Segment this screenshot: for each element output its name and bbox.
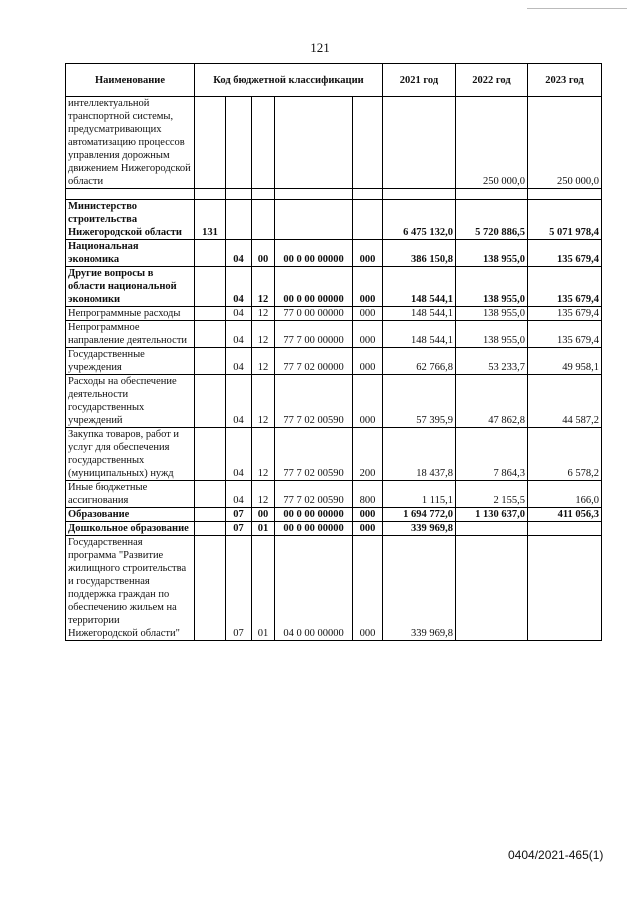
- row-name: Непрограммное направление деятельности: [66, 321, 195, 348]
- row-code-target: 77 0 00 00000: [275, 307, 353, 321]
- row-name: Государственные учреждения: [66, 348, 195, 375]
- row-code-subsection: 12: [252, 481, 275, 508]
- table-row: [66, 481, 602, 508]
- row-code-expense-type: 000: [353, 375, 383, 428]
- row-code-ministry: [195, 428, 226, 481]
- table-row: [66, 240, 602, 267]
- row-code-subsection: 12: [252, 267, 275, 307]
- row-value-2021: 6 475 132,0: [383, 200, 456, 240]
- table-row: [66, 200, 602, 240]
- row-code-section: 07: [226, 522, 252, 536]
- row-code-section: 04: [226, 428, 252, 481]
- table-row: [66, 428, 602, 481]
- row-code-section: 04: [226, 267, 252, 307]
- row-code-ministry: [195, 307, 226, 321]
- row-code-target: 77 7 00 00000: [275, 321, 353, 348]
- row-value-2022: 47 862,8: [456, 375, 528, 428]
- row-code-expense-type: 000: [353, 321, 383, 348]
- row-code-target: [275, 200, 353, 240]
- row-value-2023: [528, 522, 602, 536]
- row-value-2023: 135 679,4: [528, 240, 602, 267]
- row-code-subsection: 12: [252, 348, 275, 375]
- row-name: Другие вопросы в области национальной экономики: [66, 267, 195, 307]
- row-name: Государственная программа "Развитие жилищного строительства и государственная поддержка граждан по обеспечению жильем на территории Нижегородской области": [66, 536, 195, 641]
- table-row: [66, 97, 602, 189]
- row-name: Иные бюджетные ассигнования: [66, 481, 195, 508]
- row-code-section: 04: [226, 481, 252, 508]
- row-value-2023: 135 679,4: [528, 307, 602, 321]
- table-row: [66, 267, 602, 307]
- header-code: Код бюджетной классификации: [195, 64, 383, 97]
- row-code-expense-type: [353, 97, 383, 189]
- row-name: Дошкольное образование: [66, 522, 195, 536]
- row-value-2022: 138 955,0: [456, 240, 528, 267]
- row-value-2023: 166,0: [528, 481, 602, 508]
- table-row: [66, 375, 602, 428]
- row-value-2022: 138 955,0: [456, 267, 528, 307]
- row-code-section: [226, 97, 252, 189]
- budget-table: [65, 63, 602, 641]
- row-value-2022: 138 955,0: [456, 321, 528, 348]
- row-code-expense-type: 000: [353, 307, 383, 321]
- row-name: интеллектуальной транспортной системы, предусматривающих автоматизацию процессов управления дорожным движением Нижегородской области: [66, 97, 195, 189]
- row-value-2022: [456, 536, 528, 641]
- row-code-expense-type: 000: [353, 536, 383, 641]
- row-value-2021: 148 544,1: [383, 307, 456, 321]
- row-value-2021: 339 969,8: [383, 522, 456, 536]
- row-name: Закупка товаров, работ и услуг для обеспечения государственных (муниципальных) нужд: [66, 428, 195, 481]
- row-code-subsection: 00: [252, 240, 275, 267]
- row-code-ministry: [195, 97, 226, 189]
- row-value-2023: 6 578,2: [528, 428, 602, 481]
- row-code-subsection: [252, 200, 275, 240]
- row-code-ministry: [195, 508, 226, 522]
- row-code-ministry: [195, 536, 226, 641]
- row-code-expense-type: 000: [353, 522, 383, 536]
- table-row: [66, 536, 602, 641]
- row-value-2021: 18 437,8: [383, 428, 456, 481]
- row-value-2023: 49 958,1: [528, 348, 602, 375]
- row-code-section: 04: [226, 375, 252, 428]
- row-value-2021: 1 694 772,0: [383, 508, 456, 522]
- row-value-2022: 7 864,3: [456, 428, 528, 481]
- row-value-2021: 339 969,8: [383, 536, 456, 641]
- row-code-expense-type: 000: [353, 240, 383, 267]
- row-value-2023: [528, 536, 602, 641]
- row-code-expense-type: 200: [353, 428, 383, 481]
- row-code-ministry: [195, 522, 226, 536]
- row-code-target: 77 7 02 00000: [275, 348, 353, 375]
- header-2021: 2021 год: [383, 64, 456, 97]
- top-rule: [527, 8, 627, 9]
- row-code-subsection: 12: [252, 428, 275, 481]
- row-value-2022: [456, 522, 528, 536]
- row-code-target: 00 0 00 00000: [275, 522, 353, 536]
- table-row: [66, 348, 602, 375]
- row-value-2023: 5 071 978,4: [528, 200, 602, 240]
- row-code-ministry: [195, 321, 226, 348]
- row-value-2022: 138 955,0: [456, 307, 528, 321]
- row-code-target: 77 7 02 00590: [275, 481, 353, 508]
- row-value-2023: 250 000,0: [528, 97, 602, 189]
- row-name: Расходы на обеспечение деятельности государственных учреждений: [66, 375, 195, 428]
- row-code-target: 00 0 00 00000: [275, 267, 353, 307]
- row-code-section: [226, 200, 252, 240]
- row-value-2022: 2 155,5: [456, 481, 528, 508]
- row-code-ministry: [195, 240, 226, 267]
- row-code-subsection: 12: [252, 321, 275, 348]
- row-code-target: 04 0 00 00000: [275, 536, 353, 641]
- row-code-subsection: [252, 97, 275, 189]
- row-code-target: 00 0 00 00000: [275, 508, 353, 522]
- row-value-2022: 250 000,0: [456, 97, 528, 189]
- row-value-2021: 148 544,1: [383, 321, 456, 348]
- row-code-expense-type: 000: [353, 508, 383, 522]
- row-code-expense-type: 800: [353, 481, 383, 508]
- row-value-2021: 148 544,1: [383, 267, 456, 307]
- page-number: 121: [310, 40, 330, 55]
- spacer-row: [66, 189, 602, 200]
- row-code-subsection: 01: [252, 536, 275, 641]
- header-2023: 2023 год: [528, 64, 602, 97]
- table-row: [66, 321, 602, 348]
- row-name: Министерство строительства Нижегородской области: [66, 200, 195, 240]
- row-value-2023: 44 587,2: [528, 375, 602, 428]
- row-code-ministry: [195, 481, 226, 508]
- row-code-ministry: [195, 348, 226, 375]
- row-code-section: 07: [226, 536, 252, 641]
- row-code-section: 07: [226, 508, 252, 522]
- row-code-target: 00 0 00 00000: [275, 240, 353, 267]
- row-value-2022: 5 720 886,5: [456, 200, 528, 240]
- row-code-section: 04: [226, 348, 252, 375]
- row-code-subsection: 12: [252, 307, 275, 321]
- row-code-ministry: [195, 267, 226, 307]
- row-value-2021: 62 766,8: [383, 348, 456, 375]
- document-code: 0404/2021-465(1): [508, 848, 604, 862]
- row-value-2023: 135 679,4: [528, 267, 602, 307]
- row-code-subsection: 12: [252, 375, 275, 428]
- row-code-section: 04: [226, 321, 252, 348]
- row-code-target: [275, 97, 353, 189]
- table-row: [66, 307, 602, 321]
- row-value-2021: 57 395,9: [383, 375, 456, 428]
- table-row: [66, 508, 602, 522]
- row-code-target: 77 7 02 00590: [275, 428, 353, 481]
- row-value-2022: 1 130 637,0: [456, 508, 528, 522]
- row-value-2022: 53 233,7: [456, 348, 528, 375]
- row-value-2023: 411 056,3: [528, 508, 602, 522]
- header-2022: 2022 год: [456, 64, 528, 97]
- row-code-section: 04: [226, 240, 252, 267]
- row-value-2021: 386 150,8: [383, 240, 456, 267]
- table-row: [66, 522, 602, 536]
- row-code-subsection: 01: [252, 522, 275, 536]
- row-code-ministry: 131: [195, 200, 226, 240]
- row-code-ministry: [195, 375, 226, 428]
- row-code-expense-type: 000: [353, 348, 383, 375]
- row-name: Непрограммные расходы: [66, 307, 195, 321]
- row-value-2021: [383, 97, 456, 189]
- row-code-subsection: 00: [252, 508, 275, 522]
- row-code-expense-type: 000: [353, 267, 383, 307]
- row-code-target: 77 7 02 00590: [275, 375, 353, 428]
- header-row: [66, 64, 602, 97]
- header-name: Наименование: [66, 64, 195, 97]
- row-name: Национальная экономика: [66, 240, 195, 267]
- row-value-2021: 1 115,1: [383, 481, 456, 508]
- row-value-2023: 135 679,4: [528, 321, 602, 348]
- row-code-expense-type: [353, 200, 383, 240]
- row-code-section: 04: [226, 307, 252, 321]
- row-name: Образование: [66, 508, 195, 522]
